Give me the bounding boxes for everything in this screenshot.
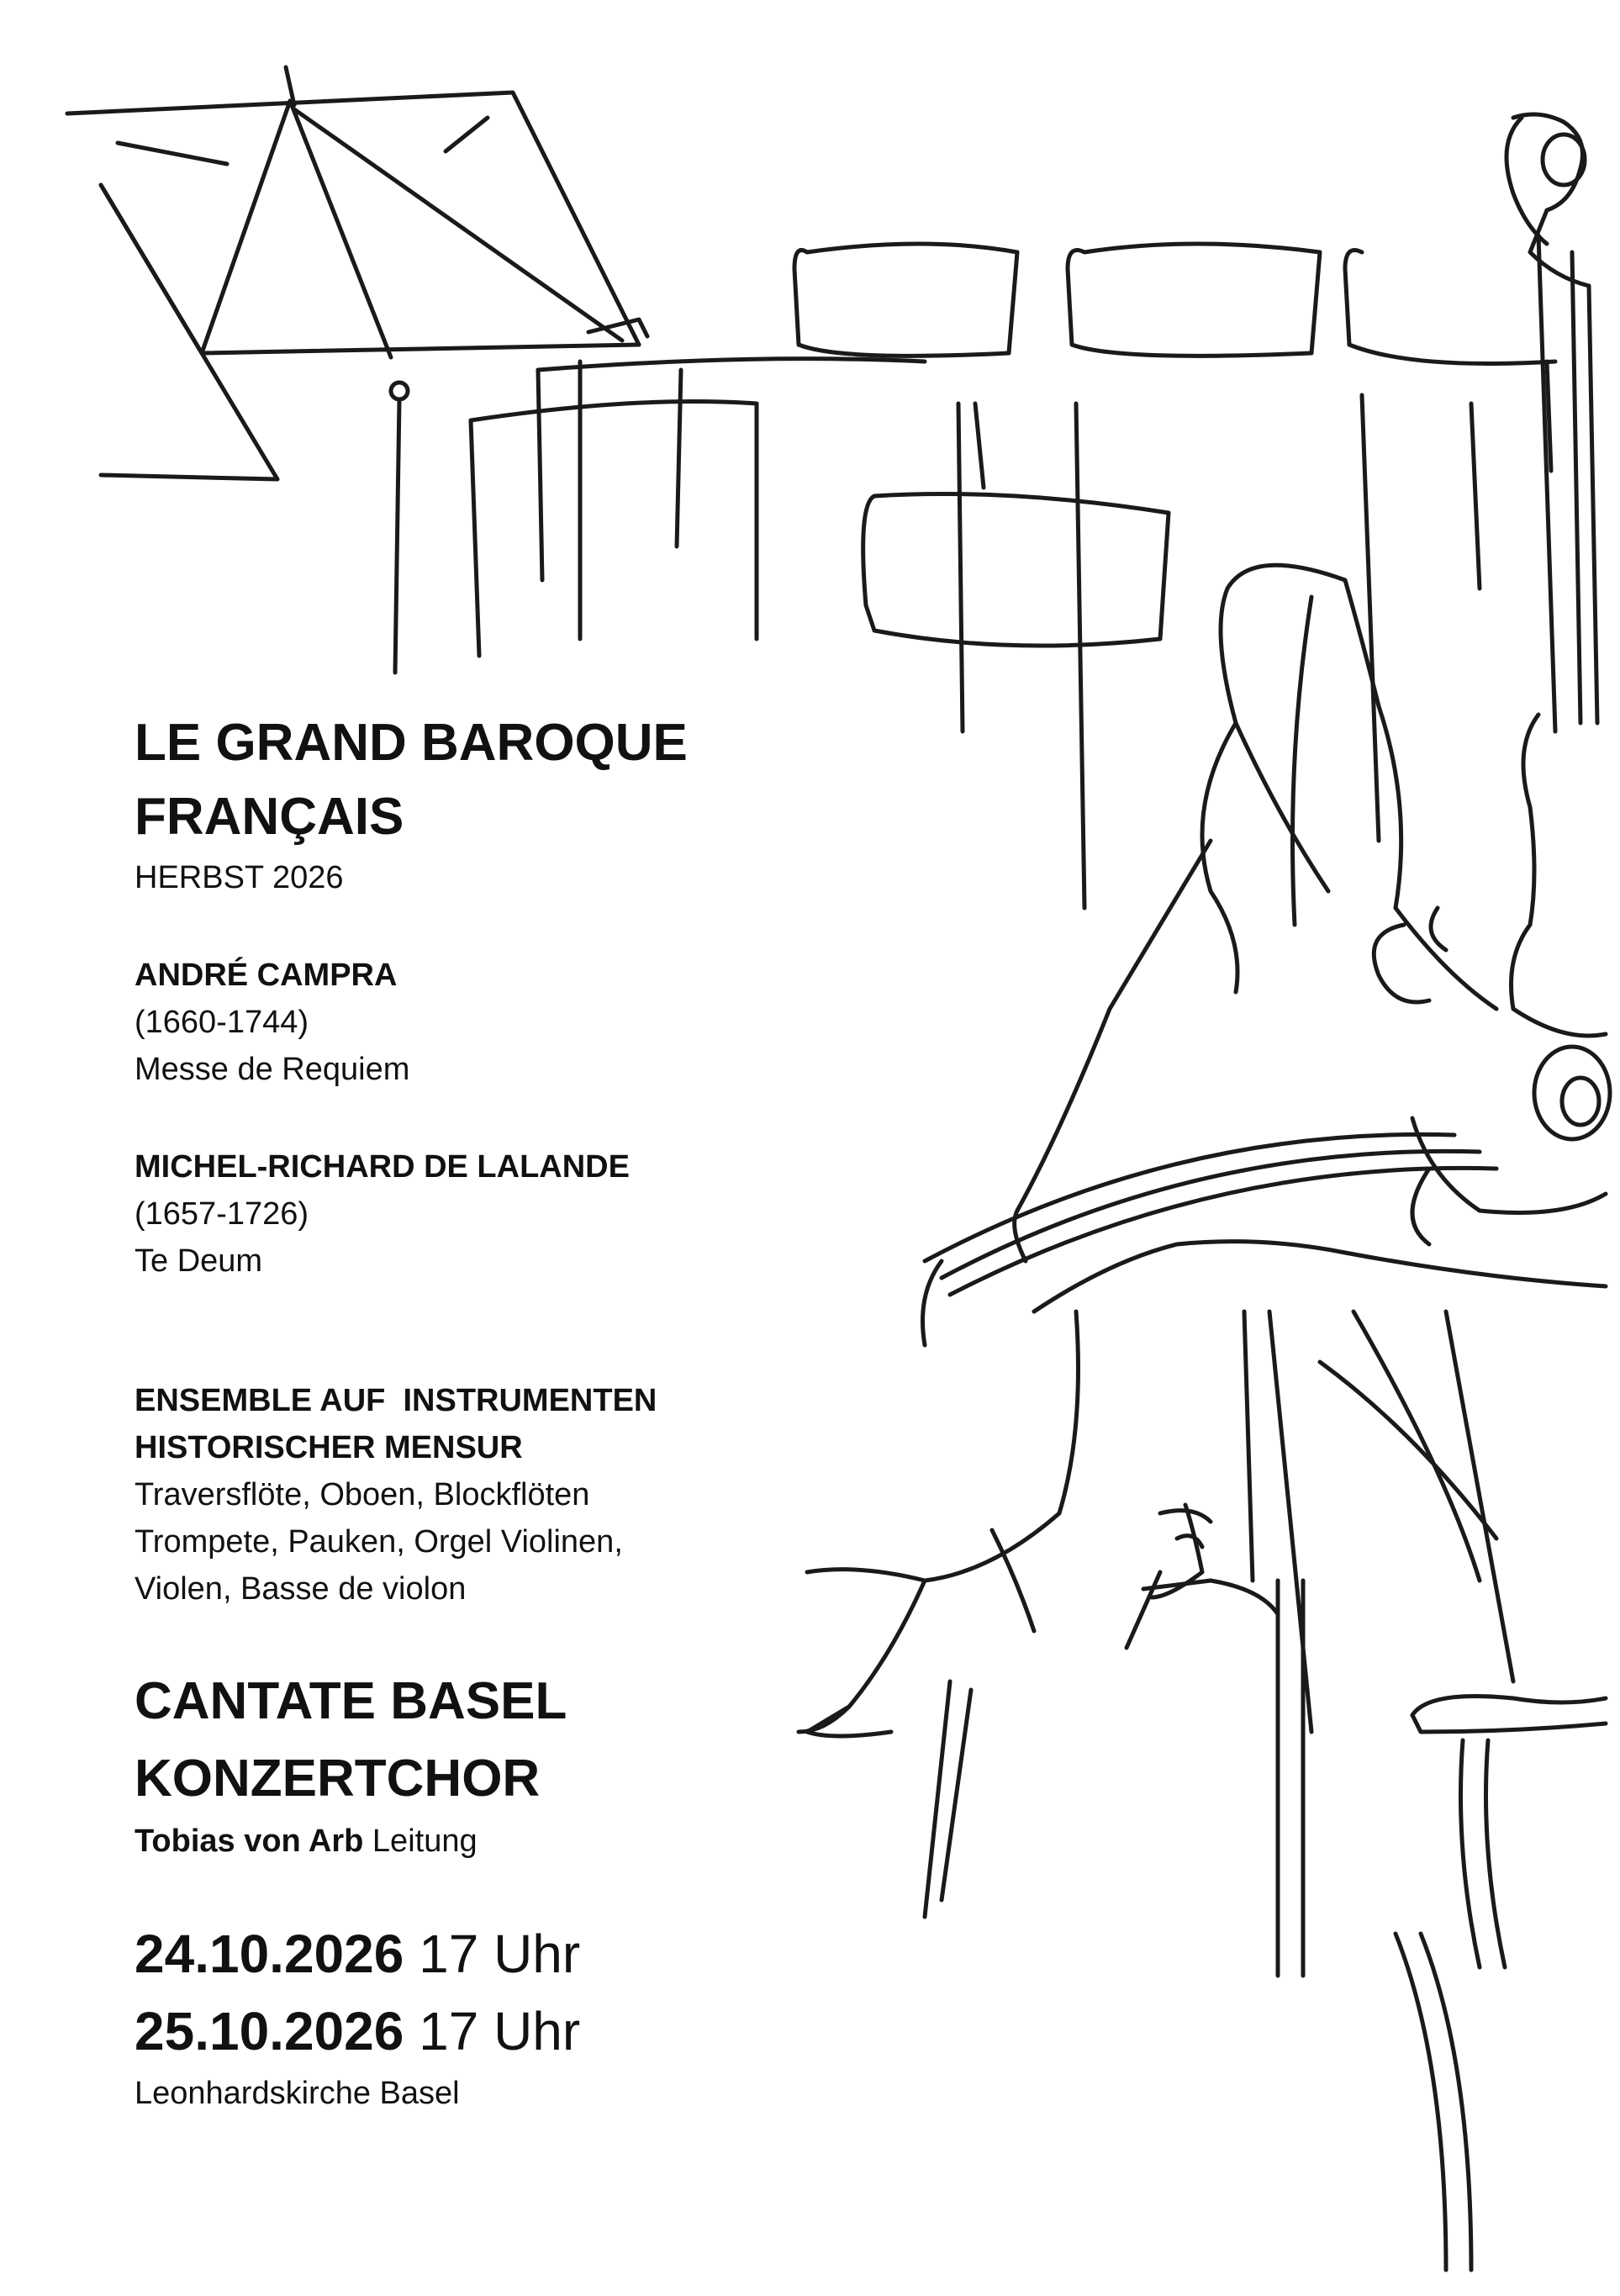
choir-info <box>135 1663 891 1865</box>
concert-time: 17 Uhr <box>419 1924 581 1984</box>
venue: Leonhardskirche Basel <box>135 2076 460 2111</box>
concert-info <box>135 706 891 2117</box>
ensemble-heading-line1: ENSEMBLE AUF INSTRUMENTEN <box>135 1383 657 1418</box>
concert-title-line1: LE GRAND BAROQUE <box>135 714 688 772</box>
ensemble-info <box>135 1377 891 1612</box>
date-line-2 <box>135 1993 891 2070</box>
instruments-line: Trompete, Pauken, Orgel Violinen, <box>135 1524 623 1560</box>
composer-years: (1657-1726) <box>135 1196 309 1232</box>
work-title: Messe de Requiem <box>135 1052 410 1087</box>
work-title: Te Deum <box>135 1243 263 1279</box>
dates-info <box>135 1915 891 2117</box>
concert-title-line2: FRANÇAIS <box>135 788 404 846</box>
choir-name-line1: CANTATE BASEL <box>135 1672 567 1730</box>
composer-years: (1660-1744) <box>135 1005 309 1040</box>
season-label: HERBST 2026 <box>135 860 344 895</box>
ensemble-heading-line2: HISTORISCHER MENSUR <box>135 1430 523 1465</box>
work-2 <box>135 1143 891 1285</box>
conductor-name: Tobias von Arb <box>135 1824 364 1859</box>
conductor-line <box>135 1818 891 1865</box>
conductor-role: Leitung <box>372 1824 478 1859</box>
composer-name: MICHEL-RICHARD DE LALANDE <box>135 1149 630 1185</box>
composer-name: ANDRÉ CAMPRA <box>135 958 398 993</box>
instruments-line: Violen, Basse de violon <box>135 1571 467 1607</box>
work-1 <box>135 952 891 1093</box>
concert-time: 17 Uhr <box>419 2001 581 2061</box>
concert-date: 25.10.2026 <box>135 2001 404 2061</box>
cellist-drawing <box>799 114 1610 2270</box>
concert-date: 24.10.2026 <box>135 1924 404 1984</box>
date-line-1 <box>135 1915 891 1993</box>
instruments-line: Traversflöte, Oboen, Blockflöten <box>135 1477 590 1512</box>
choir-name-line2: KONZERTCHOR <box>135 1750 541 1808</box>
